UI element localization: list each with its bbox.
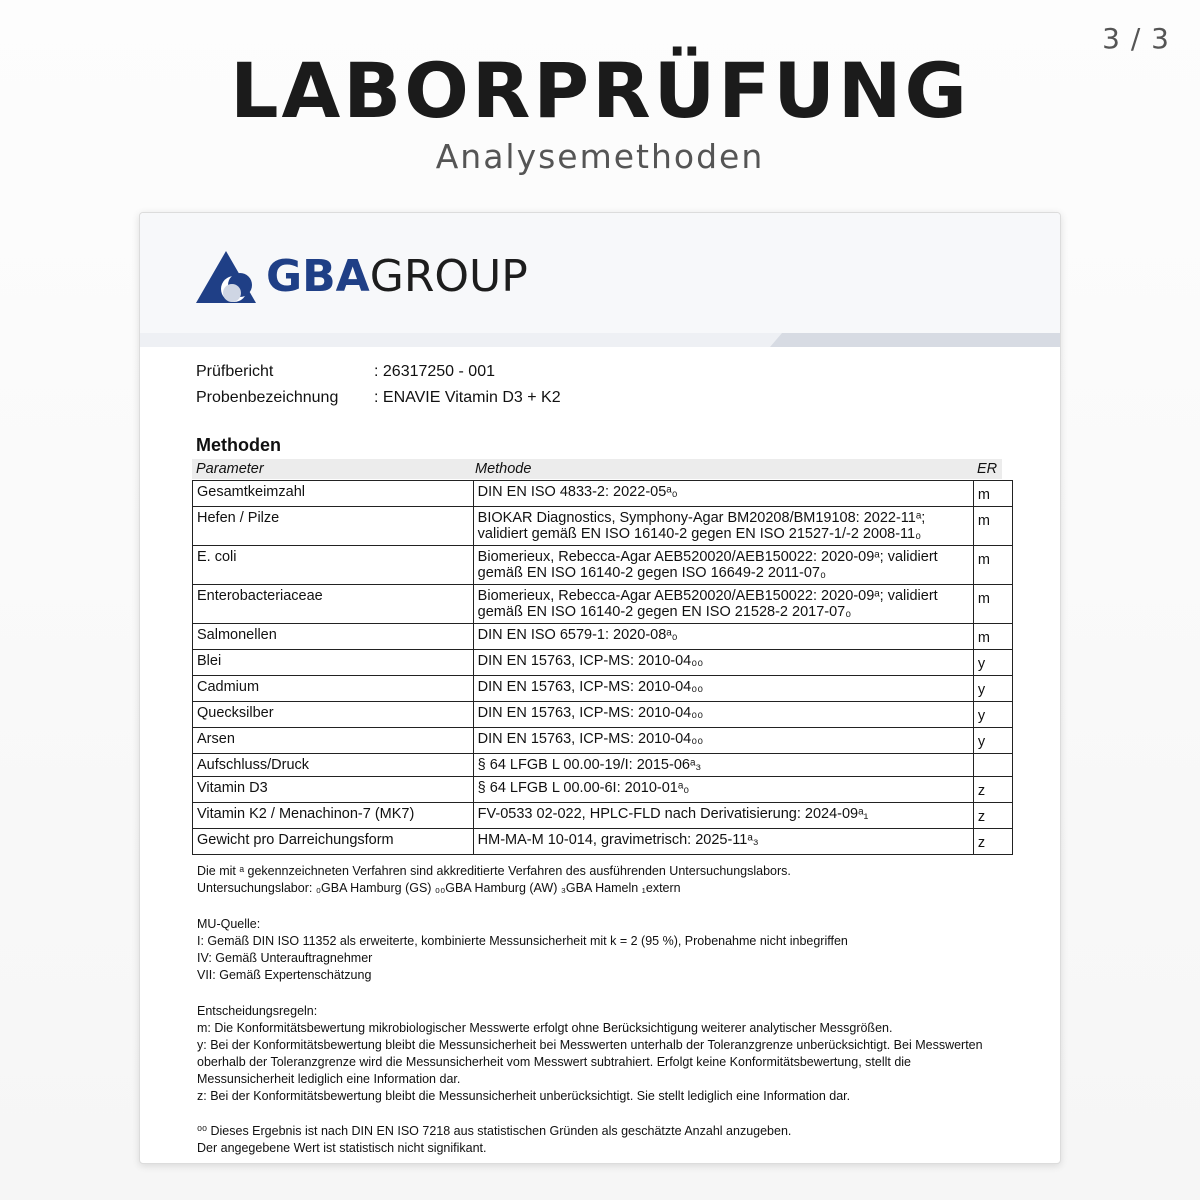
method-cell: § 64 LFGB L 00.00-19/I: 2015-06ᵃ₃	[473, 754, 973, 777]
method-cell: DIN EN 15763, ICP-MS: 2010-04₀₀	[473, 676, 973, 702]
method-row	[193, 546, 1013, 585]
report-field-row	[196, 359, 561, 385]
gba-group-logo	[194, 247, 528, 307]
parameter-cell: Quecksilber	[193, 702, 474, 728]
sample-name-label: Probenbezeichnung	[196, 389, 339, 406]
method-cell: Biomerieux, Rebecca-Agar AEB520020/AEB150022: 2020-09ᵃ; validiert gemäß EN ISO 16140-2 gegen ISO 16649-2 2011-07₀	[473, 546, 973, 585]
method-cell: DIN EN ISO 6579-1: 2020-08ᵃ₀	[473, 624, 973, 650]
column-header-er: ER	[977, 461, 998, 477]
method-row	[193, 777, 1013, 803]
method-cell: FV-0533 02-022, HPLC-FLD nach Derivatisierung: 2024-09ᵃ₁	[473, 803, 973, 829]
decision-rules-title: Entscheidungsregeln:	[197, 1004, 318, 1018]
mu-source-title: MU-Quelle:	[197, 917, 261, 931]
mu-source-notes	[197, 916, 997, 984]
er-cell: y	[973, 702, 1012, 728]
sample-name-value: : ENAVIE Vitamin D3 + K2	[374, 389, 561, 406]
page-subtitle: Analysemethoden	[435, 137, 765, 176]
er-cell: z	[973, 829, 1012, 855]
decision-rules	[197, 1003, 997, 1105]
report-number-label: Prüfbericht	[196, 363, 274, 380]
er-cell: m	[973, 624, 1012, 650]
method-row	[193, 754, 1013, 777]
methods-table-header	[192, 459, 1002, 479]
er-cell: z	[973, 777, 1012, 803]
er-cell: m	[973, 546, 1012, 585]
er-cell: z	[973, 803, 1012, 829]
column-header-parameter: Parameter	[196, 461, 264, 477]
method-cell: DIN EN 15763, ICP-MS: 2010-04₀₀	[473, 650, 973, 676]
method-cell: DIN EN ISO 4833-2: 2022-05ᵃ₀	[473, 481, 973, 507]
parameter-cell: Cadmium	[193, 676, 474, 702]
method-row	[193, 803, 1013, 829]
er-cell: y	[973, 650, 1012, 676]
method-row	[193, 676, 1013, 702]
method-cell: Biomerieux, Rebecca-Agar AEB520020/AEB150022: 2020-09ᵃ; validiert gemäß EN ISO 16140-2 gegen EN ISO 21528-2 2017-07₀	[473, 585, 973, 624]
report-field-row	[196, 385, 561, 411]
er-cell: y	[973, 728, 1012, 754]
report-number-value: : 26317250 - 001	[374, 363, 495, 380]
method-row	[193, 829, 1013, 855]
logo-wordmark-light: GROUP	[369, 251, 528, 302]
methods-table	[192, 480, 1013, 855]
parameter-cell: Gewicht pro Darreichungsform	[193, 829, 474, 855]
mu-line: IV: Gemäß Unterauftragnehmer	[197, 951, 373, 965]
logo-wordmark	[266, 251, 528, 302]
parameter-cell: Hefen / Pilze	[193, 507, 474, 546]
header-divider-bar	[140, 333, 1060, 347]
parameter-cell: Arsen	[193, 728, 474, 754]
er-cell	[973, 754, 1012, 777]
page-counter: 3 / 3	[1102, 22, 1170, 55]
accreditation-notes	[197, 863, 997, 897]
parameter-cell: Aufschluss/Druck	[193, 754, 474, 777]
methods-heading: Methoden	[196, 435, 281, 455]
mu-line: I: Gemäß DIN ISO 11352 als erweiterte, kombinierte Messunsicherheit mit k = 2 (95 %), Probenahme nicht inbegriffen	[197, 934, 848, 948]
method-cell: HM-MA-M 10-014, gravimetrisch: 2025-11ᵃ₃	[473, 829, 973, 855]
er-cell: m	[973, 585, 1012, 624]
method-row	[193, 481, 1013, 507]
parameter-cell: Salmonellen	[193, 624, 474, 650]
column-header-method: Methode	[475, 461, 532, 477]
rule-m: m: Die Konformitätsbewertung mikrobiologischer Messwerte erfolgt ohne Berücksichtigung weiterer analytischer Messgrößen.	[197, 1021, 893, 1035]
gba-triangle-icon	[194, 249, 258, 305]
method-row	[193, 507, 1013, 546]
estimate-note: ⁰⁰ Dieses Ergebnis ist nach DIN EN ISO 7218 aus statistischen Gründen als geschätzte Anzahl anzugeben.	[197, 1124, 792, 1138]
method-cell: § 64 LFGB L 00.00-6I: 2010-01ᵃ₀	[473, 777, 973, 803]
method-row	[193, 585, 1013, 624]
method-cell: DIN EN 15763, ICP-MS: 2010-04₀₀	[473, 728, 973, 754]
parameter-cell: Gesamtkeimzahl	[193, 481, 474, 507]
parameter-cell: Enterobacteriaceae	[193, 585, 474, 624]
method-row	[193, 728, 1013, 754]
parameter-cell: Vitamin D3	[193, 777, 474, 803]
logo-wordmark-bold: GBA	[266, 251, 370, 302]
laboratory-legend: Untersuchungslabor: ₀GBA Hamburg (GS) ₀₀GBA Hamburg (AW) ₃GBA Hameln ₁extern	[197, 881, 681, 895]
er-cell: m	[973, 507, 1012, 546]
report-info	[196, 359, 561, 411]
mu-line: VII: Gemäß Expertenschätzung	[197, 968, 372, 982]
er-cell: m	[973, 481, 1012, 507]
er-cell: y	[973, 676, 1012, 702]
method-row	[193, 624, 1013, 650]
parameter-cell: E. coli	[193, 546, 474, 585]
method-cell: DIN EN 15763, ICP-MS: 2010-04₀₀	[473, 702, 973, 728]
page-title: LABORPRÜFUNG	[230, 46, 970, 135]
lab-report-document	[139, 212, 1061, 1164]
parameter-cell: Blei	[193, 650, 474, 676]
parameter-cell: Vitamin K2 / Menachinon-7 (MK7)	[193, 803, 474, 829]
method-row	[193, 650, 1013, 676]
rule-y: y: Bei der Konformitätsbewertung bleibt die Messunsicherheit bei Messwerten unterhalb der Toleranzgrenze unberücksichtigt. Bei Messwerten oberhalb der Toleranzgrenze wird die Messunsicherheit vom Messwert subtrahiert. Erfolgt keine Konformitätsbewertung, stellt die Messunsicherheit lediglich eine Information dar.	[197, 1038, 983, 1086]
accredited-note: Die mit ᵃ gekennzeichneten Verfahren sind akkreditierte Verfahren des ausführenden Untersuchungslabors.	[197, 864, 791, 878]
method-cell: BIOKAR Diagnostics, Symphony-Agar BM20208/BM19108: 2022-11ᵃ; validiert gemäß EN ISO 16140-2 gegen EN ISO 21527-1/-2 2008-11₀	[473, 507, 973, 546]
significance-note: Der angegebene Wert ist statistisch nicht signifikant.	[197, 1141, 487, 1155]
rule-z: z: Bei der Konformitätsbewertung bleibt die Messunsicherheit unberücksichtigt. Sie stellt lediglich eine Information dar.	[197, 1089, 851, 1103]
method-row	[193, 702, 1013, 728]
estimate-notes	[197, 1123, 997, 1157]
